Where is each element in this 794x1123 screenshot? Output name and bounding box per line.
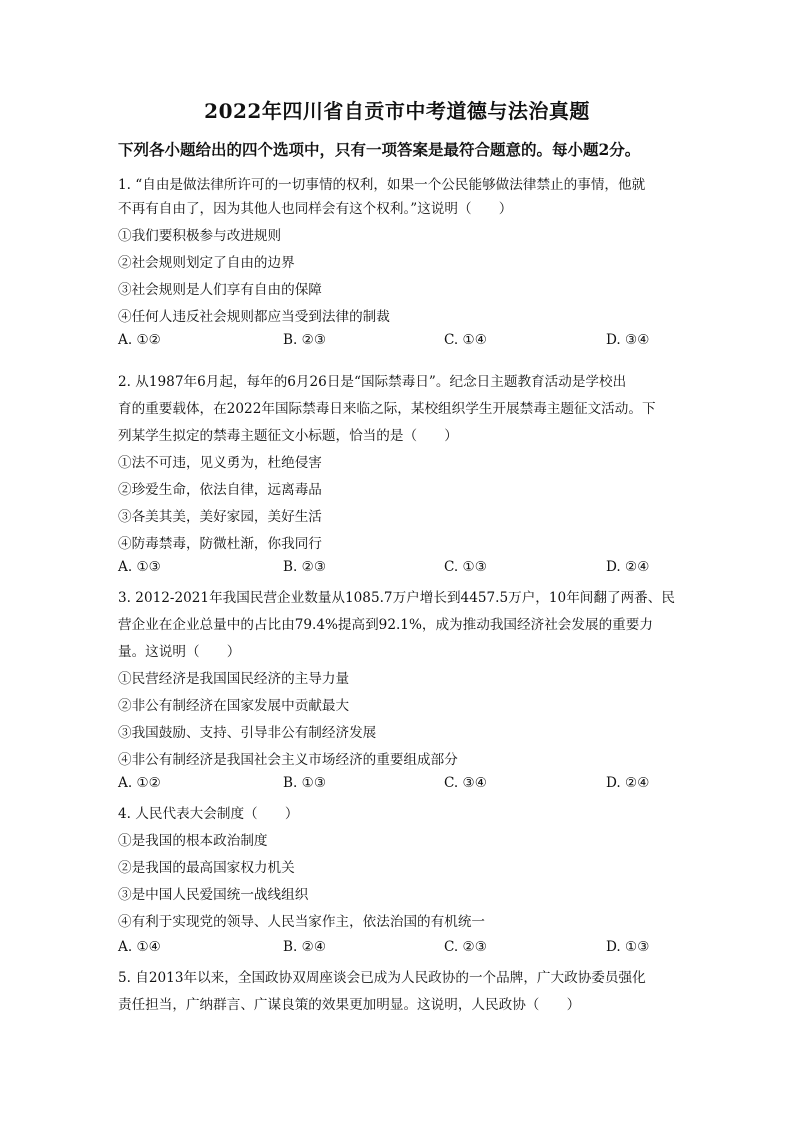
q2-stem-line-2: 育的重要载体，在2022年国际禁毒日来临之际，某校组织学生开展禁毒主题征文活动。下 [118,401,656,417]
q3-choice-b: B. ①③ [283,775,327,791]
q1-choice-a: A. ①② [118,332,161,348]
page-title: 2022年四川省自贡市中考道德与法治真题 [204,99,590,123]
q1-choice-c: C. ①④ [444,332,487,348]
q1-item-1: ①我们要积极参与改进规则 [118,228,282,244]
q4-choice-c: C. ②③ [444,939,487,955]
q3-item-4: ④非公有制经济是我国社会主义市场经济的重要组成部分 [118,752,458,768]
q2-stem-line-1: 2. 从1987年6月起，每年的6月26日是“国际禁毒日”。纪念日主题教育活动是学校出 [118,374,627,390]
q3-choice-c: C. ③④ [444,775,487,791]
q4-item-2: ②是我国的最高国家权力机关 [118,860,295,876]
q2-stem-line-3: 列某学生拟定的禁毒主题征文小标题，恰当的是（ ） [118,428,458,444]
q5-stem-line-1: 5. 自2013年以来，全国政协双周座谈会已成为人民政协的一个品牌，广大政协委员强化 [118,970,646,986]
q4-item-4: ④有利于实现党的领导、人民当家作主，依法治国的有机统一 [118,914,486,930]
q2-choice-a: A. ①③ [118,559,161,575]
q2-item-1: ①法不可违，见义勇为，杜绝侵害 [118,455,322,471]
q3-choice-a: A. ①② [118,775,161,791]
q1-stem-line-2: 不再有自由了，因为其他人也同样会有这个权利。”这说明（ ） [118,201,513,217]
q2-item-4: ④防毒禁毒，防微杜渐，你我同行 [118,536,322,552]
q4-item-1: ①是我国的根本政治制度 [118,833,268,849]
q1-choice-d: D. ③④ [606,332,650,348]
q4-stem-line-1: 4. 人民代表大会制度（ ） [118,806,299,822]
q1-item-2: ②社会规则划定了自由的边界 [118,255,295,271]
q3-choice-d: D. ②④ [606,775,650,791]
q3-stem-line-2: 营企业在企业总量中的占比由79.4%提高到92.1%，成为推动我国经济社会发展的重要力 [118,617,653,633]
q1-item-4: ④任何人违反社会规则都应当受到法律的制裁 [118,309,390,325]
q2-choice-d: D. ②④ [606,559,650,575]
q3-item-1: ①民营经济是我国国民经济的主导力量 [118,671,350,687]
q3-item-2: ②非公有制经济在国家发展中贡献最大 [118,698,350,714]
q1-choice-b: B. ②③ [283,332,327,348]
q2-choice-c: C. ①③ [444,559,487,575]
q5-stem-line-2: 责任担当，广纳群言、广谋良策的效果更加明显。这说明，人民政协（ ） [118,997,581,1013]
q4-item-3: ③是中国人民爱国统一战线组织 [118,887,309,903]
q3-item-3: ③我国鼓励、支持、引导非公有制经济发展 [118,725,377,741]
q2-choice-b: B. ②③ [283,559,327,575]
q2-item-2: ②珍爱生命，依法自律，远离毒品 [118,482,322,498]
q1-stem-line-1: 1. “自由是做法律所许可的一切事情的权利，如果一个公民能够做法律禁止的事情，他就 [118,177,646,193]
q4-choice-b: B. ②④ [283,939,327,955]
q4-choice-a: A. ①④ [118,939,161,955]
section-instruction: 下列各小题给出的四个选项中，只有一项答案是最符合题意的。每小题2分。 [118,140,641,159]
q2-item-3: ③各美其美，美好家园，美好生活 [118,509,322,525]
q3-stem-line-3: 量。这说明（ ） [118,644,241,660]
q4-choice-d: D. ①③ [606,939,650,955]
q3-stem-line-1: 3. 2012-2021年我国民营企业数量从1085.7万户增长到4457.5万户，10年间翻了两番、民 [118,590,675,606]
q1-item-3: ③社会规则是人们享有自由的保障 [118,282,322,298]
